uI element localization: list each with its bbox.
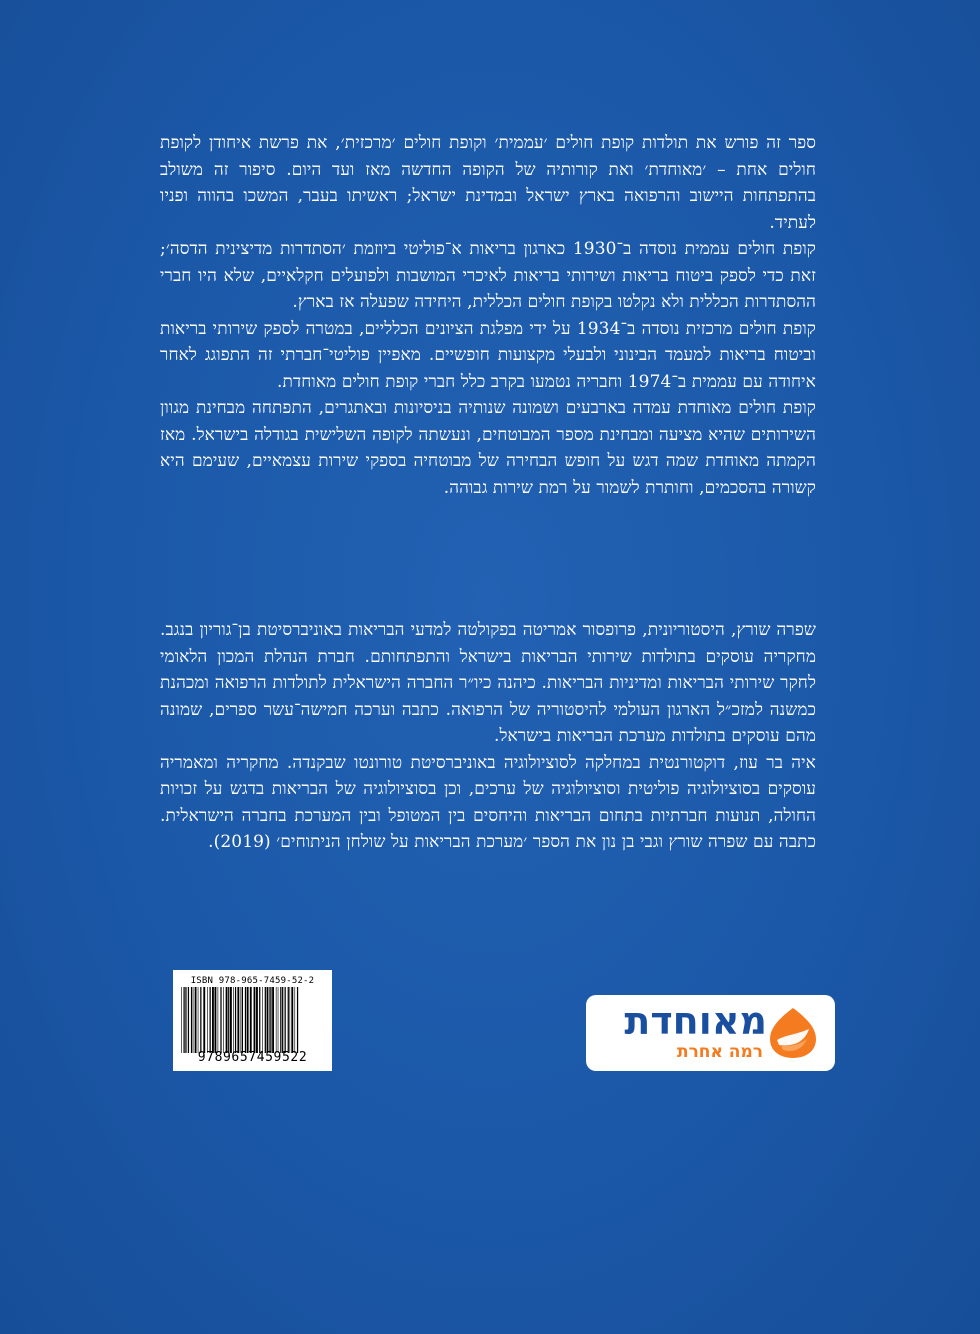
barcode-bar (288, 987, 289, 1053)
isbn-text: ISBN 978-965-7459-52-2 (190, 976, 315, 986)
barcode-bar (265, 987, 266, 1053)
logo-name: מאוחדת (624, 999, 767, 1043)
barcode-bar (181, 987, 182, 1053)
isbn-barcode (173, 970, 332, 1071)
barcode-bar (250, 987, 252, 1053)
barcode-bar (242, 987, 243, 1053)
barcode-bar (237, 987, 239, 1053)
barcode-bar (221, 987, 222, 1053)
orange-drop-swirl-icon (765, 1005, 821, 1061)
barcode-bar (282, 987, 283, 1053)
barcode-bar (195, 987, 197, 1053)
paragraph: ספר זה פורש את תולדות קופת חולים ׳עממית׳ וקופת חולים ׳מרכזית׳, את פרשת איחודן לקופת חולים אחת – ׳מאוחדת׳ ואת קורותיה של הקופה החדשה מאז ועד היום. סיפור זה משולב בהתפתחות היישוב והרפואה בארץ ישראל ובמדינת ישראל; ראשיתו בעבר, המשכו בהווה ופניו לעתיד. (160, 133, 816, 233)
paragraph: איה בר עוז, דוקטורנטית במחלקה לסוציולוגיה באוניברסיטת טורונטו שבקנדה. מחקריה ומאמריה עוסקים בסוציולוגיה פוליטית וסוציולוגיה של ערכים, וכן בסוציולוגיה של הבריאות בדגש על זכויות החולה, תנועות חברתיות בתחום הבריאות והיחסים בין המטופל ובין המערכת בחברה הישראלית. כתבה עם שפרה שורץ וגבי בן נון את הספר ׳מערכת הבריאות על שולחן הניתוחים׳ (2019). (160, 752, 816, 852)
barcode-bar (233, 987, 234, 1053)
meuhedet-logo (586, 995, 835, 1071)
barcode-bar (214, 987, 216, 1053)
paragraph: קופת חולים עממית נוסדה ב־1930 כארגון בריאות א־פוליטי ביוזמת ׳הסתדרות מדיצינית הדסה׳; זאת כדי לספק ביטוח בריאות ושירותי בריאות לאיכרי המושבות ולפועלים חקלאיים, שלא היו חברי ההסתדרות הכללית ולא נקלטו בקופת חולים הכללית, היחידה שפעלה אז בארץ. (160, 239, 816, 312)
barcode-bar (267, 987, 269, 1053)
book-description (160, 130, 816, 501)
barcode-bar (223, 987, 224, 1053)
authors-bio (160, 617, 816, 856)
barcode-bar (280, 987, 281, 1053)
paragraph: קופת חולים מרכזית נוסדה ב־1934 על ידי מפלגת הציונים הכלליים, במטרה לספק שירותי בריאות וביטוח בריאות למעמד הבינוני ולבעלי מקצועות חופשיים. מאפיין פוליטי־חברתי זה התפוגג לאחר איחודה עם עממית ב־1974 וחבריה נטמעו בקרב כלל חברי קופת חולים מאוחדת. (160, 318, 817, 392)
paragraph: שפרה שורץ, היסטוריונית, פרופסור אמריטה בפקולטה למדעי הבריאות באוניברסיטת בן־גוריון בנגב. מחקריה עוסקים בתולדות שירותי הבריאות בישראל והתפתחותם. חברת הנהלת המכון הלאומי לחקר שירותי הבריאות ומדיניות הבריאות. כיהנה כיו״ר החברה הישראלית לתולדות הרפואה ומכהנת כמשנה למזכ״ל הארגון העולמי להיסטוריה של הרפואה. כתבה וערכה חמישה־עשר ספרים, שמונה מהם עוסקים בתולדות מערכת הבריאות בישראל. (160, 620, 816, 746)
barcode-bar (188, 987, 189, 1053)
barcode-bar (207, 987, 208, 1053)
barcode-bar (241, 987, 242, 1053)
barcode-bar (276, 987, 277, 1053)
barcode-bar (285, 987, 286, 1053)
barcode-bar (210, 987, 211, 1053)
barcode-bar (218, 987, 219, 1053)
barcode-bar (262, 987, 263, 1053)
paragraph: קופת חולים מאוחדת עמדה בארבעים ושמונה שנותיה בניסיונות ובאתגרים, התפתחה מבחינת מגוון השירותים שהיא מציעה ומבחינת מספר המבוטחים, ונעשתה לקופה השלישית בגודלה בישראל. מאז הקמתה מאוחדת שמה דגש על חופש הבחירה של מבוטחיה בספקי שירות עצמאיים, שעימם היא קשורה בהסכמים, וחותרת לשמור על רמת שירות גבוהה. (160, 398, 816, 498)
barcode-bar (220, 987, 221, 1053)
barcode-bar (183, 987, 184, 1053)
barcode-digits: 9789657459522 (197, 1050, 308, 1065)
barcode-bar (247, 987, 249, 1053)
barcode-bar (226, 987, 228, 1053)
logo-tagline: רמה אחרת (676, 1042, 763, 1062)
barcode-bar (185, 987, 186, 1053)
barcode-bar (278, 987, 279, 1053)
barcode-bar (230, 987, 232, 1053)
barcode-bar (235, 987, 236, 1053)
barcode-bar (245, 987, 246, 1053)
barcode-bar (254, 987, 256, 1053)
barcode-bar (290, 987, 291, 1053)
barcode-bar (212, 987, 214, 1053)
barcode-bar (270, 987, 271, 1053)
barcode-bar (259, 987, 260, 1053)
barcode-bar (272, 987, 274, 1053)
barcode-bar (297, 987, 298, 1053)
barcode-bar (228, 987, 229, 1053)
barcode-bar (291, 987, 293, 1053)
barcode-bar (198, 987, 199, 1053)
barcode-bar (191, 987, 192, 1053)
barcode-bar (200, 987, 201, 1053)
barcode-bar (269, 987, 270, 1053)
barcode-bar (203, 987, 205, 1053)
barcode-bar (294, 987, 295, 1053)
barcode-bar (193, 987, 194, 1053)
barcode-bar (256, 987, 258, 1053)
barcode-bars (179, 987, 326, 1053)
